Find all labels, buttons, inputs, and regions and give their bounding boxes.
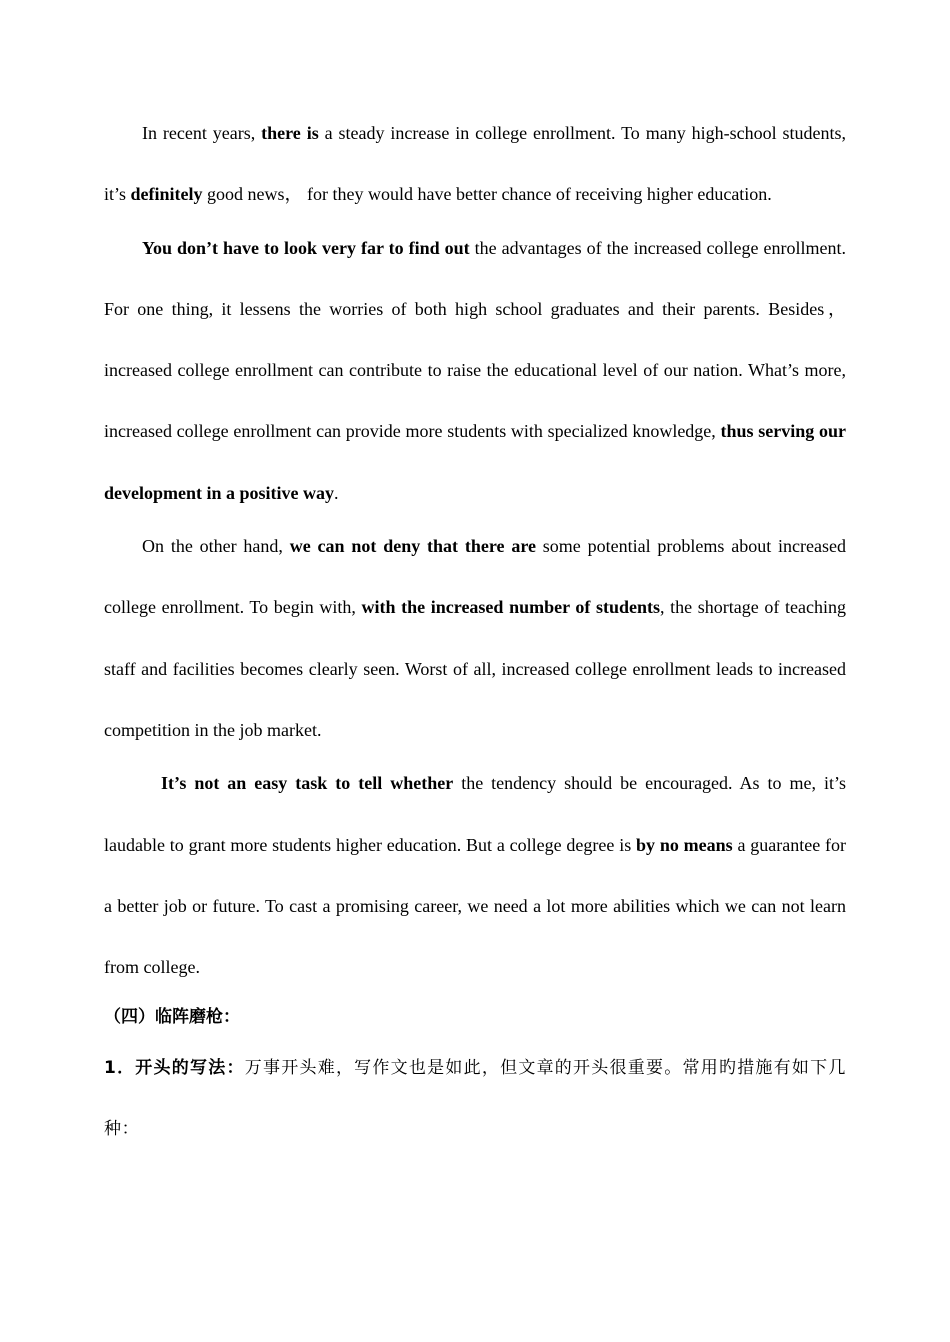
text-run: the tendency should be encouraged. As to me, it’s laudable to grant more students higher education. But a college degree is — [104, 773, 847, 855]
text-run: On the other hand, — [142, 536, 290, 557]
section-heading: （四）临阵磨枪： — [104, 1007, 240, 1028]
text-run: . — [334, 482, 339, 503]
text-run: a guarantee for a better job or future. To cast a promising career, we need a lot more abilities which we can not learn from college. — [104, 834, 847, 978]
item-label: 1．开头的写法： — [104, 1058, 245, 1079]
essay-paragraph-3 — [104, 516, 846, 761]
bold-phrase: we can not deny that there are — [289, 536, 536, 557]
bold-phrase: there is — [261, 123, 319, 143]
essay-paragraph-1 — [104, 103, 846, 226]
text-run: In recent years, — [142, 123, 262, 143]
text-run: a steady increase in college enrollment. To many high-school students, it’s — [104, 123, 846, 205]
text-run: , the shortage of teaching staff and facilities becomes clearly seen. Worst of all, increased college enrollment leads to increased competition in the job market. — [104, 597, 846, 740]
bold-phrase: It’s not an easy task to tell whether — [161, 773, 454, 794]
opening-methods-item — [104, 1038, 846, 1160]
text-run: good news， for they would have better chance of receiving higher education. — [202, 184, 772, 205]
item-text: 万事开头难，写作文也是如此，但文章的开头很重要。常用旳措施有如下几种： — [104, 1058, 846, 1140]
text-run: some potential problems about increased college enrollment. To begin with, — [104, 536, 846, 618]
bold-phrase: You don’t have to look very far to find out — [142, 237, 470, 258]
bold-phrase: thus serving our development in a positive way — [104, 421, 846, 503]
essay-paragraph-4 — [104, 753, 846, 998]
text-run: the advantages of the increased college enrollment. For one thing, it lessens the worries of both high school graduates and their parents. Besides，increased college enrollment can contribute to raise the educational level of our nation. What’s more, increased college enrollment can provide more students with specialized knowledge, — [104, 237, 846, 442]
bold-phrase: with the increased number of students — [361, 597, 661, 618]
essay-paragraph-2 — [104, 218, 846, 524]
bold-phrase: definitely — [130, 184, 203, 205]
essay-body — [104, 103, 846, 998]
document-page — [104, 103, 846, 1160]
bold-phrase: by no means — [636, 834, 733, 855]
